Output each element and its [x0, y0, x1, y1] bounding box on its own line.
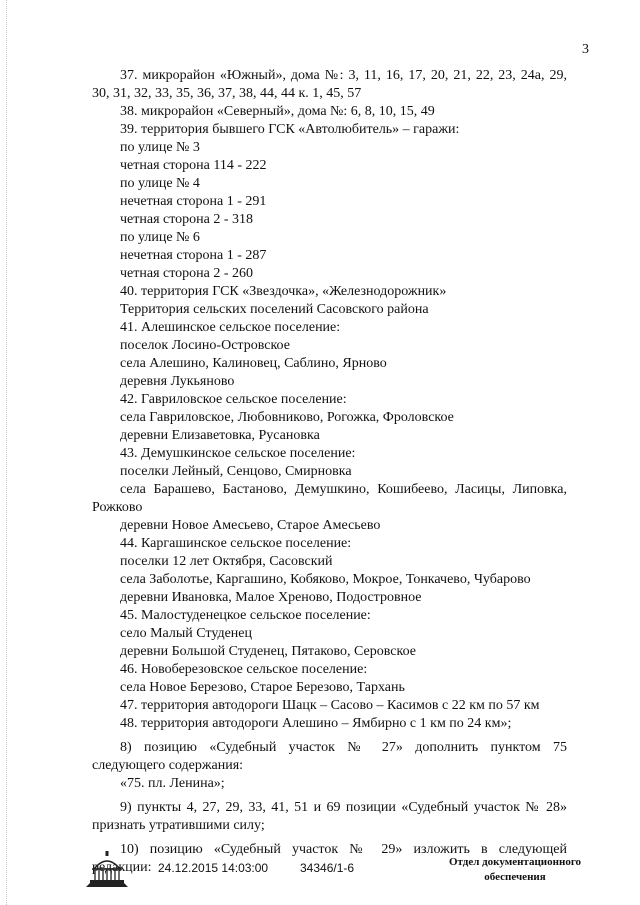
text-line: четная сторона 2 - 318 [120, 212, 254, 227]
text-line: признать утратившими силу; [92, 818, 265, 833]
text-line: деревни Большой Студенец, Пятаково, Серовское [120, 644, 416, 659]
text-line: 43. Демушкинское сельское поселение: [120, 446, 356, 461]
text-line: 44. Каргашинское сельское поселение: [120, 536, 352, 551]
text-line: 9) пункты 4, 27, 29, 33, 41, 51 и 69 позиции «Судебный участок № 28» [120, 800, 567, 815]
text-line: села Гавриловское, Любовниково, Рогожка, Фроловское [120, 410, 454, 425]
text-line: 8) позицию «Судебный участок № 27» дополнить пунктом 75 [120, 740, 567, 755]
text-line: 47. территория автодороги Шацк – Сасово – Касимов с 22 км по 57 км [120, 698, 540, 713]
text-line: село Малый Студенец [120, 626, 252, 641]
text-line: редакции: [92, 860, 152, 875]
text-line: по улице № 4 [120, 176, 200, 191]
text-line: следующего содержания: [92, 758, 244, 773]
text-line: 10) позицию «Судебный участок № 29» изложить в следующей [120, 842, 567, 857]
text-line: 37. микрорайон «Южный», дома №: 3, 11, 16, 17, 20, 21, 22, 23, 24а, 29, [120, 68, 567, 83]
text-line: четная сторона 2 - 260 [120, 266, 254, 281]
text-line: по улице № 3 [120, 140, 200, 155]
text-line: Рожково [92, 500, 143, 515]
text-line: 48. территория автодороги Алешино – Ямбирно с 1 км по 24 км»; [120, 716, 512, 731]
text-line: четная сторона 114 - 222 [120, 158, 267, 173]
footer-timestamp: 24.12.2015 14:03:00 [158, 861, 269, 875]
text-line: села Заболотье, Каргашино, Кобяково, Мокрое, Тонкачево, Чубарово [120, 572, 531, 587]
text-line: поселки Лейный, Сенцово, Смирновка [120, 464, 352, 479]
text-line: 40. территория ГСК «Звездочка», «Железнодорожник» [120, 284, 447, 299]
text-line: села Новое Березово, Старое Березово, Тархань [120, 680, 405, 695]
text-line: нечетная сторона 1 - 287 [120, 248, 267, 263]
text-line: деревни Новое Амесьево, Старое Амесьево [120, 518, 381, 533]
text-line: «75. пл. Ленина»; [120, 776, 225, 791]
text-line: 42. Гавриловское сельское поселение: [120, 392, 347, 407]
footer [0, 845, 640, 895]
text-line: 41. Алешинское сельское поселение: [120, 320, 341, 335]
text-line: 30, 31, 32, 33, 35, 36, 37, 38, 44, 44 к. 1, 45, 57 [92, 86, 362, 101]
text-line: 38. микрорайон «Северный», дома №: 6, 8, 10, 15, 49 [120, 104, 435, 119]
text-line: 46. Новоберезовское сельское поселение: [120, 662, 368, 677]
text-line: села Барашево, Бастаново, Демушкино, Кошибеево, Ласицы, Липовка, [120, 482, 567, 497]
page-number: 3 [582, 42, 589, 57]
text-line: нечетная сторона 1 - 291 [120, 194, 267, 209]
text-line: деревни Ивановка, Малое Хреново, Подостровное [120, 590, 422, 605]
text-line: села Алешино, Калиновец, Саблино, Ярново [120, 356, 387, 371]
text-line: 45. Малостуденецкое сельское поселение: [120, 608, 371, 623]
footer-department: Отдел документационного обеспечения [448, 856, 582, 883]
footer-doc-number: 34346/1-6 [300, 861, 355, 875]
text-line: поселок Лосино-Островское [120, 338, 290, 353]
text-line: поселки 12 лет Октября, Сасовский [120, 554, 333, 569]
duma-logo-icon [84, 847, 130, 889]
text-line: деревня Лукьяново [120, 374, 235, 389]
text-line: Территория сельских поселений Сасовского района [120, 302, 429, 317]
text-line: по улице № 6 [120, 230, 200, 245]
text-line: 39. территория бывшего ГСК «Автолюбитель» – гаражи: [120, 122, 460, 137]
text-line: деревни Елизаветовка, Русановка [120, 428, 320, 443]
